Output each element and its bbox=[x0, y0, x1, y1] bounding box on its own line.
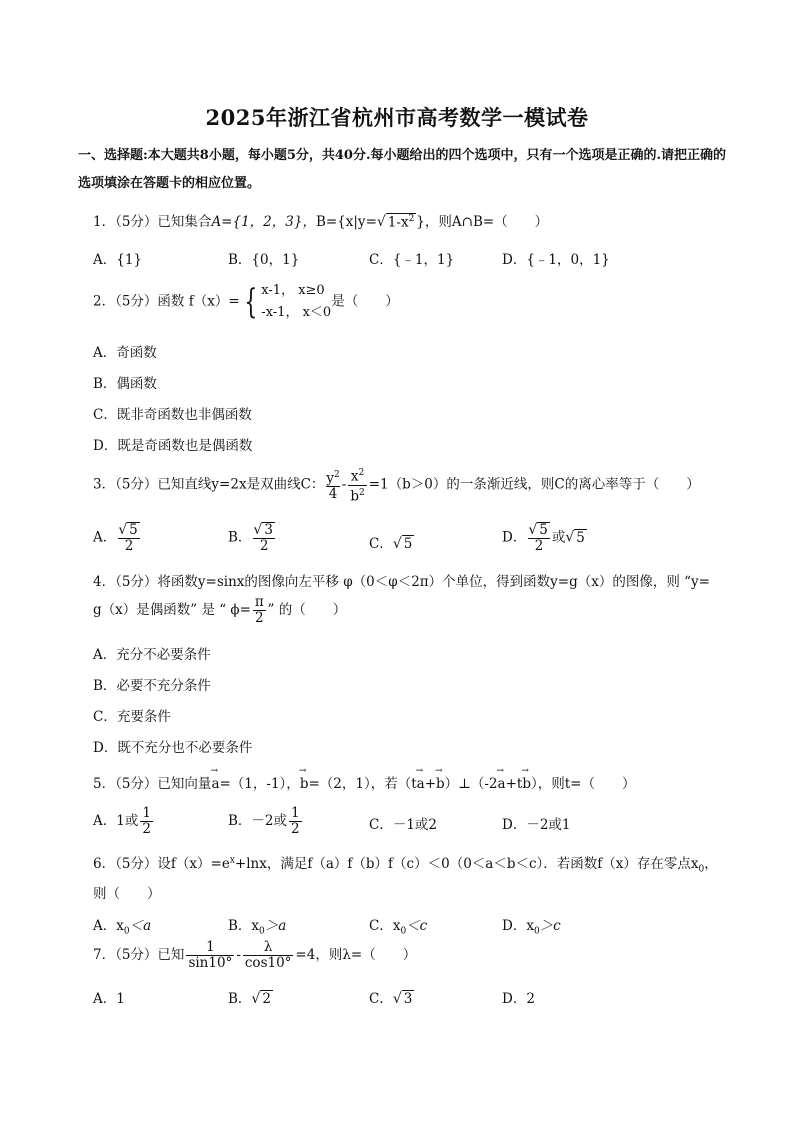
question-4-line-1: 4．（5分）将函数y=sinx的图像向左平移 φ（0＜φ＜2π）个单位，得到函数y=g（x）的图像，则 “y= bbox=[93, 574, 710, 590]
q7-option-c[interactable]: C．√ 3 bbox=[369, 991, 413, 1007]
section-instructions: 一、选择题:本大题共8小题，每小题5分，共40分.每小题给出的四个选项中，只有一个选项是正确的.请把正确的选项填涂在答题卡的相应位置。 bbox=[78, 148, 727, 191]
question-7: 7．（5分）已知 $\frac{1}{\sin 10^\circ}$ - $\frac{\lambda}{\cos 10^\circ}$ =4，则λ=（ ） bbox=[93, 939, 417, 971]
q7-option-a[interactable]: A．1 bbox=[93, 991, 125, 1007]
q2-option-b[interactable]: B．偶函数 bbox=[93, 376, 157, 392]
question-1: 1．（5分）已知集合A={1，2，3}，B={x|y=√ $1-x^2$ }，则A∩B=（ ） bbox=[93, 213, 549, 230]
q2-option-d[interactable]: D．既是奇函数也是偶函数 bbox=[93, 438, 253, 454]
q5-option-d[interactable]: D．－2或1 bbox=[502, 817, 571, 833]
page-title: 2025年浙江省杭州市高考数学一模试卷 bbox=[205, 105, 589, 130]
q1-option-d[interactable]: D．{﹣1，0，1} bbox=[502, 252, 610, 268]
question-4-line-2: g（x）是偶函数” 是 “ ϕ= $\frac{\pi}{2}$ ” 的（ ） bbox=[93, 594, 347, 626]
question-6-line-2: 则（ ） bbox=[93, 886, 161, 902]
q6-option-c[interactable]: C．$x_0<c$ bbox=[369, 918, 428, 937]
q5-option-b[interactable]: B．－2或 $\frac{1}{2}$ bbox=[228, 805, 300, 837]
question-5: 5．（5分）已知向量→ a=（1，-1），→ b=（2，1），若（t→ a+→ b）⊥（-2→ a+t→ b），则t=（ ） bbox=[93, 772, 636, 792]
q7-option-b[interactable]: B．√ 2 bbox=[228, 991, 271, 1007]
q4-option-a[interactable]: A．充分不必要条件 bbox=[93, 647, 211, 663]
q5-option-a[interactable]: A．1或 $\frac{1}{2}$ bbox=[93, 805, 151, 837]
q3-option-d[interactable]: D． $\frac{√ 5}{2}$ 或√ 5 bbox=[502, 522, 585, 554]
q1-option-b[interactable]: B．{0，1} bbox=[228, 252, 300, 268]
brace-icon: { bbox=[243, 282, 257, 322]
q3-option-c[interactable]: C．√ 5 bbox=[369, 536, 413, 552]
question-3: 3．（5分）已知直线y=2x是双曲线C： $\frac{y^2}{4}$ - $\frac{x^2}{b^2}$ =1（b＞0）的一条渐近线，则C的离心率等于（ ） bbox=[93, 468, 700, 504]
question-2: 2．（5分）函数 f（x）= { x-1， x≥0 -x-1， x＜0 是（ ） bbox=[93, 282, 399, 322]
q6-option-b[interactable]: B．$x_0>a$ bbox=[228, 918, 287, 937]
q2-option-a[interactable]: A．奇函数 bbox=[93, 345, 157, 361]
question-6-line-1: 6．（5分）设$f(x)=e^x+\ln x$，满足f（a）f（b）f（c）＜0（0＜a＜b＜c）．若函数f（x）存在零点$x_0$， bbox=[93, 855, 718, 875]
q4-option-d[interactable]: D．既不充分也不必要条件 bbox=[93, 740, 253, 756]
q4-option-c[interactable]: C．充要条件 bbox=[93, 709, 171, 725]
q7-option-d[interactable]: D．2 bbox=[502, 991, 535, 1007]
q4-option-b[interactable]: B．必要不充分条件 bbox=[93, 678, 211, 694]
q1-option-c[interactable]: C．{﹣1，1} bbox=[369, 252, 455, 268]
q1-option-a[interactable]: A．{1} bbox=[93, 252, 143, 268]
q2-option-c[interactable]: C．既非奇函数也非偶函数 bbox=[93, 407, 252, 423]
q3-option-a[interactable]: A． $\frac{√ 5}{2}$ bbox=[93, 522, 138, 554]
q6-option-a[interactable]: A．$x_0<a$ bbox=[93, 918, 152, 937]
q3-option-b[interactable]: B． $\frac{√ 3}{2}$ bbox=[228, 522, 273, 554]
q6-option-d[interactable]: D．$x_0>c$ bbox=[502, 918, 561, 937]
q5-option-c[interactable]: C．－1或2 bbox=[369, 817, 438, 833]
